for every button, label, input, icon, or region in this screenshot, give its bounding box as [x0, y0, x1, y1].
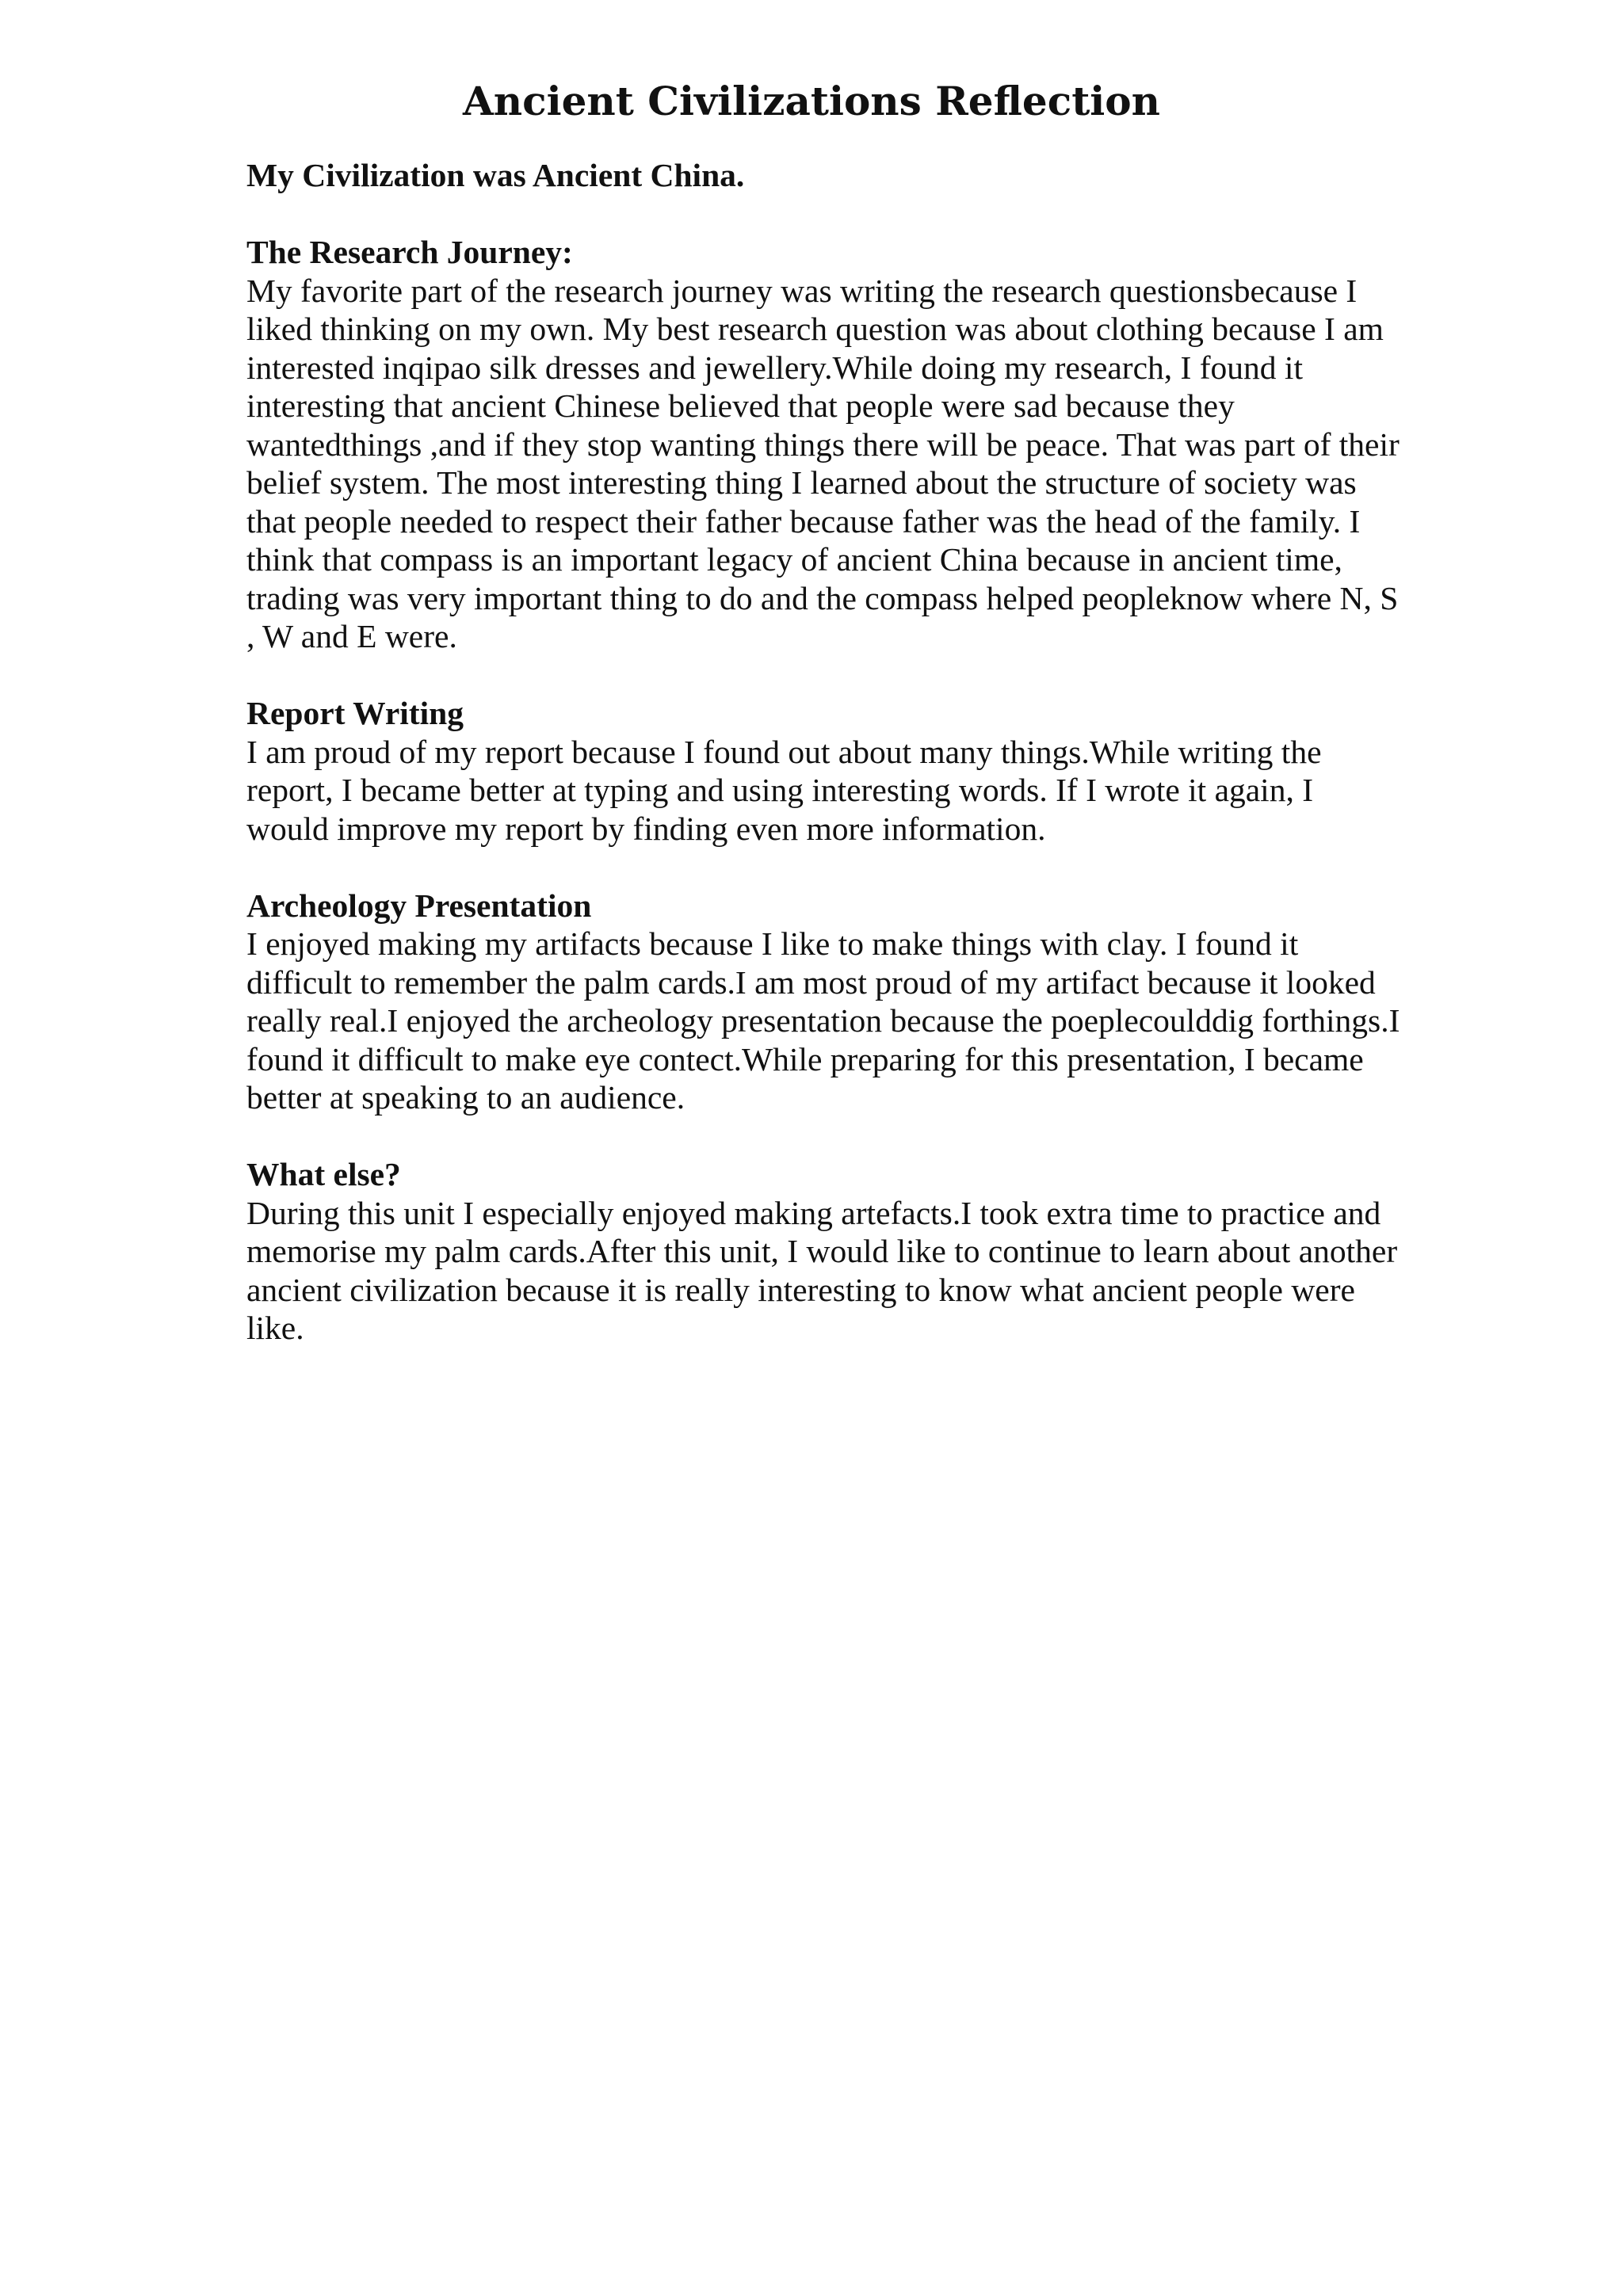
- spacer: [246, 656, 1403, 695]
- spacer: [246, 1117, 1403, 1156]
- section-heading: The Research Journey:: [246, 234, 573, 270]
- section-body: My favorite part of the research journey was writing the research questionsbecause I liked thinking on my own. My best research question was about clothing because I am interested inqipao silk dresses and jewellery.While doing my research, I found it interesting that ancient Chinese believed that people were sad because they wantedthings ,and if they stop wanting things there will be peace. That was part of their belief system. The most interesting thing I learned about the structure of society was that people needed to respect their father because father was the head of the family. I think that compass is an important legacy of ancient China because in ancient time, trading was very important thing to do and the compass helped peopleknow where N, S , W and E were.: [246, 272, 1400, 654]
- section-body: I enjoyed making my artifacts because I like to make things with clay. I found it difficult to remember the palm cards.I am most proud of my artifact because it looked really real.I enjoyed the archeology presentation because the poeplecoulddig forthings.I found it difficult to make eye contect.While preparing for this presentation, I became better at speaking to an audience.: [246, 925, 1400, 1116]
- spacer: [246, 195, 1403, 234]
- spacer: [246, 848, 1403, 887]
- section-body: I am proud of my report because I found out about many things.While writing the report, I became better at typing and using interesting words. If I wrote it again, I would improve my report by finding even more information.: [246, 733, 1322, 847]
- section-archeology-presentation: [246, 887, 1403, 1117]
- page-title: Ancient Civilizations Reflection: [463, 78, 1160, 124]
- section-what-else: [246, 1155, 1403, 1348]
- section-heading: Archeology Presentation: [246, 887, 592, 924]
- section-report-writing: [246, 694, 1403, 848]
- intro-line: My Civilization was Ancient China.: [246, 157, 745, 193]
- section-body: During this unit I especially enjoyed making artefacts.I took extra time to practice and memorise my palm cards.After this unit, I would like to continue to learn about another ancient civilization because it is really interesting to know what ancient people were like.: [246, 1194, 1398, 1346]
- document-body: [246, 156, 1403, 1348]
- section-heading: Report Writing: [246, 695, 464, 731]
- section-heading: What else?: [246, 1156, 401, 1192]
- section-research-journey: [246, 233, 1403, 656]
